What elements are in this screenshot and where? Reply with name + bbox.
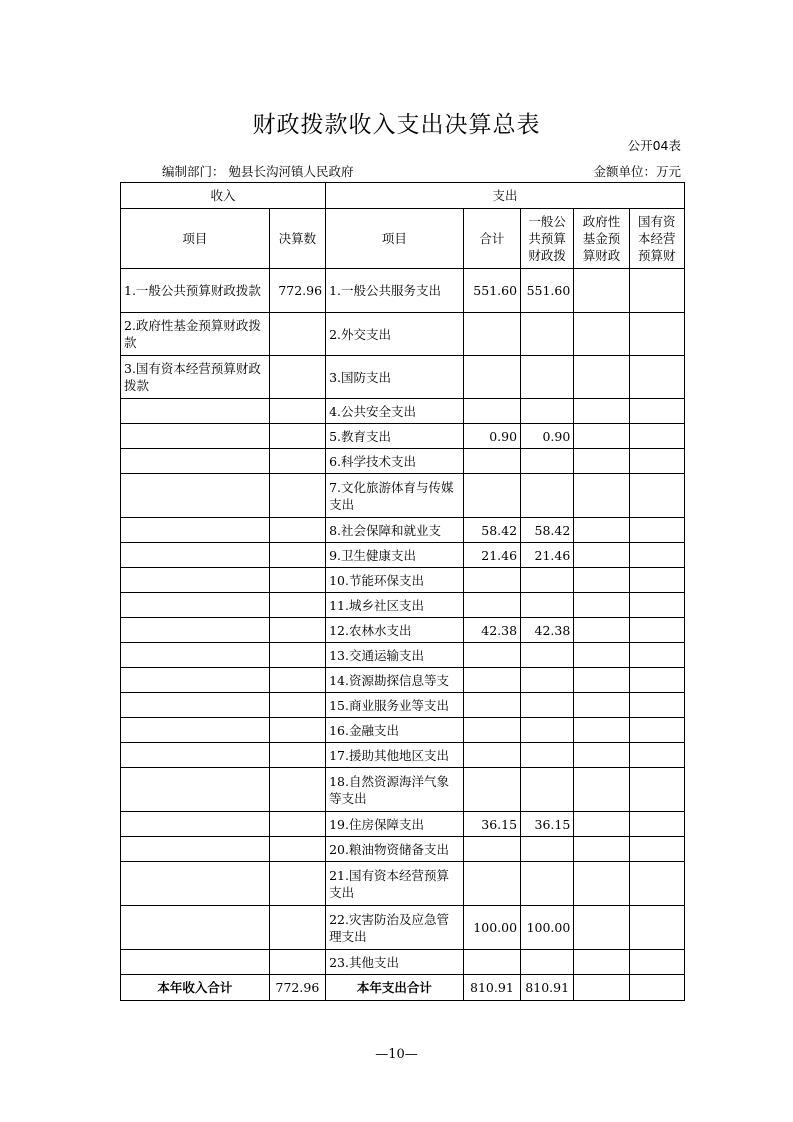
expense-total-cell: 100.00	[463, 906, 520, 950]
income-value-cell	[269, 812, 325, 837]
general-budget-cell	[521, 643, 574, 668]
gov-fund-cell	[574, 950, 629, 975]
expense-total-cell	[463, 474, 520, 518]
income-value-cell	[269, 424, 325, 449]
income-item-cell: 2.政府性基金预算财政拨款	[121, 313, 270, 356]
income-value-cell	[269, 743, 325, 768]
state-capital-header: 国有资本经营预算财	[629, 209, 684, 269]
income-value-cell	[269, 313, 325, 356]
income-value-cell	[269, 618, 325, 643]
general-budget-cell	[521, 862, 574, 906]
state-capital-cell	[629, 399, 684, 424]
expense-total-cell	[463, 313, 520, 356]
expense-item-cell: 18.自然资源海洋气象等支出	[326, 768, 464, 812]
expense-total-cell	[463, 568, 520, 593]
expense-item-cell: 20.粮油物资储备支出	[326, 837, 464, 862]
expense-item-header: 项目	[326, 209, 464, 269]
income-item-cell	[121, 568, 270, 593]
table-row	[121, 950, 685, 975]
expense-item-cell: 8.社会保障和就业支	[326, 518, 464, 543]
expense-item-cell: 6.科学技术支出	[326, 449, 464, 474]
income-value-cell	[269, 837, 325, 862]
income-item-cell	[121, 862, 270, 906]
general-budget-cell: 21.46	[521, 543, 574, 568]
gov-fund-cell	[574, 906, 629, 950]
table-row	[121, 693, 685, 718]
table-row	[121, 269, 685, 313]
state-capital-cell	[629, 618, 684, 643]
general-budget-total-value: 810.91	[521, 975, 574, 1001]
income-item-cell	[121, 424, 270, 449]
table-row	[121, 399, 685, 424]
header-row-columns	[121, 209, 685, 269]
expense-item-cell: 11.城乡社区支出	[326, 593, 464, 618]
expense-item-cell: 16.金融支出	[326, 718, 464, 743]
gov-fund-cell	[574, 399, 629, 424]
expense-total-cell	[463, 399, 520, 424]
expense-total-cell: 58.42	[463, 518, 520, 543]
income-final-header: 决算数	[269, 209, 325, 269]
department-label: 编制部门： 勉县长沟河镇人民政府	[162, 164, 354, 179]
expense-total-cell	[463, 693, 520, 718]
state-capital-cell	[629, 449, 684, 474]
expense-total-header: 合计	[463, 209, 520, 269]
state-capital-cell	[629, 906, 684, 950]
expense-item-cell: 21.国有资本经营预算支出	[326, 862, 464, 906]
state-capital-cell	[629, 862, 684, 906]
expense-item-cell: 19.住房保障支出	[326, 812, 464, 837]
expense-header: 支出	[326, 183, 685, 209]
state-capital-cell	[629, 950, 684, 975]
income-header: 收入	[121, 183, 326, 209]
general-budget-cell	[521, 950, 574, 975]
table-row	[121, 593, 685, 618]
gov-fund-cell	[574, 862, 629, 906]
table-row	[121, 743, 685, 768]
state-capital-cell	[629, 543, 684, 568]
general-budget-cell: 42.38	[521, 618, 574, 643]
gov-fund-header: 政府性基金预算财政	[574, 209, 629, 269]
income-item-cell	[121, 812, 270, 837]
income-value-cell	[269, 568, 325, 593]
table-row	[121, 837, 685, 862]
general-budget-cell	[521, 768, 574, 812]
general-budget-cell	[521, 668, 574, 693]
expense-total-cell	[463, 356, 520, 399]
table-row	[121, 518, 685, 543]
gov-fund-cell	[574, 568, 629, 593]
income-total-label: 本年收入合计	[121, 975, 270, 1001]
page-number: —10—	[375, 1047, 418, 1062]
state-capital-cell	[629, 768, 684, 812]
income-item-cell	[121, 950, 270, 975]
income-value-cell	[269, 399, 325, 424]
expense-item-cell: 4.公共安全支出	[326, 399, 464, 424]
general-budget-cell	[521, 693, 574, 718]
income-value-cell	[269, 862, 325, 906]
income-value-cell	[269, 593, 325, 618]
gov-fund-cell	[574, 593, 629, 618]
gov-fund-cell	[574, 474, 629, 518]
income-item-cell	[121, 518, 270, 543]
expense-total-cell: 42.38	[463, 618, 520, 643]
gov-fund-cell	[574, 424, 629, 449]
expense-item-cell: 1.一般公共服务支出	[326, 269, 464, 313]
general-budget-cell: 58.42	[521, 518, 574, 543]
general-budget-cell: 100.00	[521, 906, 574, 950]
state-capital-cell	[629, 837, 684, 862]
gov-fund-total-value	[574, 975, 629, 1001]
table-row	[121, 718, 685, 743]
state-capital-cell	[629, 668, 684, 693]
general-budget-cell: 36.15	[521, 812, 574, 837]
expense-total-cell	[463, 449, 520, 474]
table-row	[121, 356, 685, 399]
header-row-section	[121, 183, 685, 209]
expense-total-cell	[463, 950, 520, 975]
income-item-cell	[121, 474, 270, 518]
expense-item-cell: 7.文化旅游体育与传媒支出	[326, 474, 464, 518]
general-budget-cell	[521, 743, 574, 768]
gov-fund-cell	[574, 693, 629, 718]
state-capital-cell	[629, 743, 684, 768]
gov-fund-cell	[574, 618, 629, 643]
gov-fund-cell	[574, 743, 629, 768]
income-item-cell	[121, 837, 270, 862]
income-value-cell	[269, 950, 325, 975]
table-row	[121, 568, 685, 593]
expense-item-cell: 14.资源勘探信息等支	[326, 668, 464, 693]
general-budget-cell	[521, 718, 574, 743]
state-capital-cell	[629, 474, 684, 518]
general-budget-cell	[521, 474, 574, 518]
expense-total-cell	[463, 718, 520, 743]
income-value-cell	[269, 643, 325, 668]
income-value-cell	[269, 518, 325, 543]
expense-item-cell: 15.商业服务业等支出	[326, 693, 464, 718]
income-item-cell	[121, 743, 270, 768]
income-item-cell	[121, 906, 270, 950]
income-item-cell	[121, 668, 270, 693]
expense-item-cell: 2.外交支出	[326, 313, 464, 356]
expense-total-cell	[463, 668, 520, 693]
general-budget-cell	[521, 313, 574, 356]
expense-item-cell: 22.灾害防治及应急管理支出	[326, 906, 464, 950]
income-item-cell	[121, 618, 270, 643]
income-value-cell	[269, 356, 325, 399]
income-item-cell: 3.国有资本经营预算财政拨款	[121, 356, 270, 399]
state-capital-cell	[629, 269, 684, 313]
table-row	[121, 618, 685, 643]
gov-fund-cell	[574, 356, 629, 399]
table-row	[121, 424, 685, 449]
expense-total-cell: 36.15	[463, 812, 520, 837]
expense-item-cell: 12.农林水支出	[326, 618, 464, 643]
expense-total-cell	[463, 837, 520, 862]
income-item-cell	[121, 693, 270, 718]
expense-item-cell: 17.援助其他地区支出	[326, 743, 464, 768]
page-title: 财政拨款收入支出决算总表	[252, 112, 541, 138]
expense-item-cell: 23.其他支出	[326, 950, 464, 975]
gov-fund-cell	[574, 718, 629, 743]
table-row	[121, 768, 685, 812]
expense-item-cell: 9.卫生健康支出	[326, 543, 464, 568]
table-row	[121, 474, 685, 518]
state-capital-cell	[629, 643, 684, 668]
gov-fund-cell	[574, 518, 629, 543]
table-row	[121, 906, 685, 950]
table-row	[121, 812, 685, 837]
table-row	[121, 449, 685, 474]
income-value-cell	[269, 474, 325, 518]
general-budget-cell	[521, 356, 574, 399]
gov-fund-cell	[574, 269, 629, 313]
general-budget-cell	[521, 837, 574, 862]
gov-fund-cell	[574, 313, 629, 356]
general-budget-header: 一般公共预算财政拨	[521, 209, 574, 269]
income-value-cell	[269, 693, 325, 718]
table-row	[121, 668, 685, 693]
income-item-cell: 1.一般公共预算财政拨款	[121, 269, 270, 313]
gov-fund-cell	[574, 449, 629, 474]
income-item-cell	[121, 768, 270, 812]
income-value-cell	[269, 768, 325, 812]
general-budget-cell: 551.60	[521, 269, 574, 313]
expense-total-cell	[463, 768, 520, 812]
income-value-cell	[269, 718, 325, 743]
totals-row	[121, 975, 685, 1001]
form-number: 公开04表	[627, 138, 681, 153]
expense-total-cell: 0.90	[463, 424, 520, 449]
state-capital-cell	[629, 593, 684, 618]
state-capital-total-value	[629, 975, 684, 1001]
general-budget-cell	[521, 568, 574, 593]
income-item-cell	[121, 449, 270, 474]
general-budget-cell: 0.90	[521, 424, 574, 449]
state-capital-cell	[629, 356, 684, 399]
gov-fund-cell	[574, 543, 629, 568]
unit-label: 金额单位：万元	[593, 164, 681, 179]
expense-total-cell	[463, 862, 520, 906]
general-budget-cell	[521, 399, 574, 424]
table-row	[121, 643, 685, 668]
budget-summary-table	[120, 182, 685, 1001]
expense-total-value: 810.91	[463, 975, 520, 1001]
income-value-cell	[269, 668, 325, 693]
gov-fund-cell	[574, 668, 629, 693]
expense-total-cell	[463, 743, 520, 768]
general-budget-cell	[521, 449, 574, 474]
state-capital-cell	[629, 518, 684, 543]
expense-item-cell: 5.教育支出	[326, 424, 464, 449]
income-value-cell	[269, 449, 325, 474]
expense-item-cell: 3.国防支出	[326, 356, 464, 399]
expense-item-cell: 13.交通运输支出	[326, 643, 464, 668]
general-budget-cell	[521, 593, 574, 618]
income-value-cell	[269, 906, 325, 950]
state-capital-cell	[629, 693, 684, 718]
income-item-header: 项目	[121, 209, 270, 269]
gov-fund-cell	[574, 643, 629, 668]
expense-total-cell: 21.46	[463, 543, 520, 568]
state-capital-cell	[629, 812, 684, 837]
income-item-cell	[121, 643, 270, 668]
income-item-cell	[121, 399, 270, 424]
expense-total-cell	[463, 593, 520, 618]
table-row	[121, 862, 685, 906]
gov-fund-cell	[574, 812, 629, 837]
gov-fund-cell	[574, 837, 629, 862]
state-capital-cell	[629, 313, 684, 356]
income-item-cell	[121, 593, 270, 618]
expense-total-cell: 551.60	[463, 269, 520, 313]
state-capital-cell	[629, 568, 684, 593]
state-capital-cell	[629, 718, 684, 743]
income-value-cell: 772.96	[269, 269, 325, 313]
income-item-cell	[121, 543, 270, 568]
income-total-value: 772.96	[269, 975, 325, 1001]
income-value-cell	[269, 543, 325, 568]
expense-total-cell	[463, 643, 520, 668]
table-row	[121, 543, 685, 568]
expense-item-cell: 10.节能环保支出	[326, 568, 464, 593]
income-item-cell	[121, 718, 270, 743]
expense-total-label: 本年支出合计	[326, 975, 464, 1001]
table-row	[121, 313, 685, 356]
gov-fund-cell	[574, 768, 629, 812]
state-capital-cell	[629, 424, 684, 449]
